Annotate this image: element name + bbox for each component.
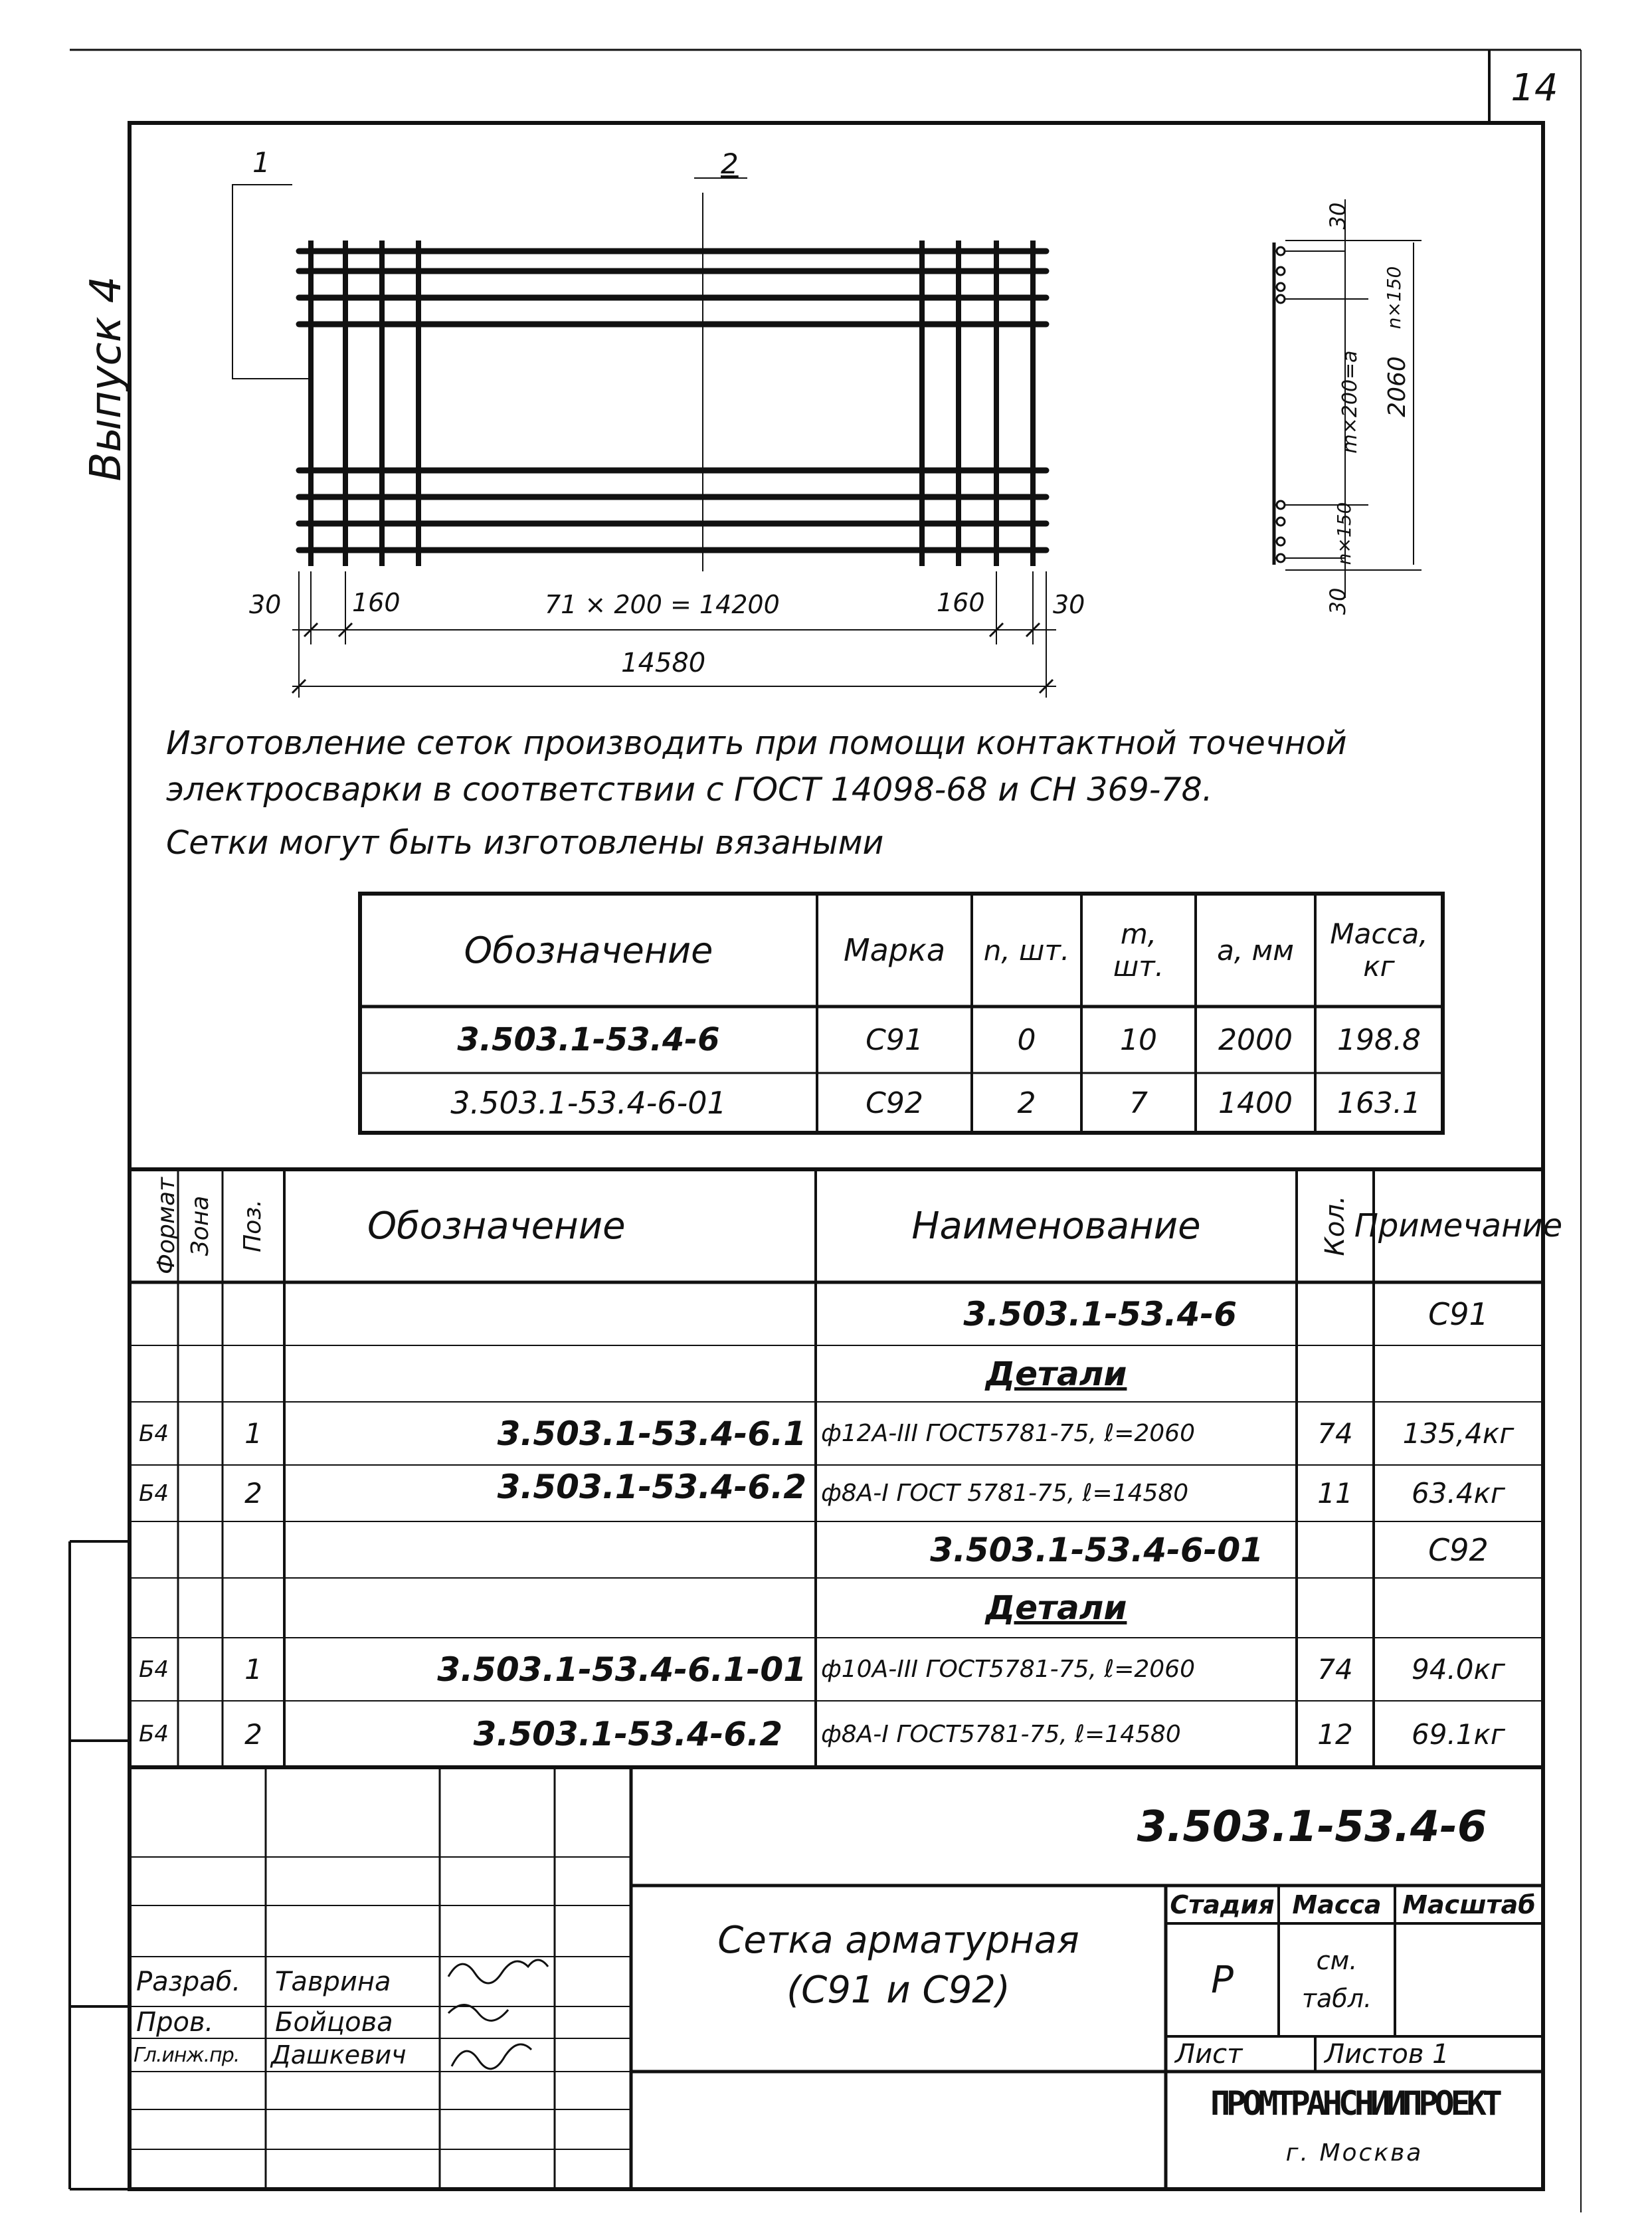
spec-row-3-note: 63.4кг bbox=[1412, 1477, 1505, 1509]
document-code: 3.503.1-53.4-6 bbox=[1137, 1802, 1487, 1852]
params-row-0-a: 2000 bbox=[1218, 1022, 1293, 1057]
params-header-designation: Обозначение bbox=[464, 929, 713, 971]
spec-row-1-name: Детали bbox=[985, 1354, 1127, 1393]
spec-row-3-designation: 3.503.1-53.4-6.2 bbox=[497, 1467, 806, 1506]
spec-row-7-name: ф8А-I ГОСТ5781-75, ℓ=14580 bbox=[821, 1720, 1181, 1748]
org-name: ПРОМТРАНСНИИПРОЕКТ bbox=[1210, 2084, 1499, 2123]
spec-row-3-qty: 11 bbox=[1317, 1477, 1353, 1509]
spec-row-2-pos: 1 bbox=[244, 1417, 262, 1450]
params-row-1-designation: 3.503.1-53.4-6-01 bbox=[450, 1085, 727, 1121]
spec-row-4-name: 3.503.1-53.4-6-01 bbox=[930, 1530, 1263, 1569]
callout-1: 1 bbox=[252, 146, 270, 179]
side-dim-top-30: 30 bbox=[1325, 202, 1350, 230]
spec-row-6-note: 94.0кг bbox=[1412, 1653, 1505, 1686]
spec-row-6-name: ф10А-III ГОСТ5781-75, ℓ=2060 bbox=[821, 1656, 1195, 1683]
note-line-1: Изготовление сеток производить при помощи контактной точечной bbox=[166, 724, 1347, 762]
params-row-0-m: 10 bbox=[1120, 1022, 1157, 1057]
side-dim-bottom-30: 30 bbox=[1325, 587, 1350, 615]
spec-row-5-name: Детали bbox=[985, 1589, 1127, 1627]
spec-row-7-note: 69.1кг bbox=[1412, 1717, 1505, 1751]
dim-middle: 71 × 200 = 14200 bbox=[545, 590, 780, 619]
spec-row-7-designation: 3.503.1-53.4-6.2 bbox=[473, 1715, 782, 1753]
signer-name-1: Бойцова bbox=[275, 2007, 393, 2038]
spec-header-designation: Обозначение bbox=[367, 1204, 626, 1248]
params-row-0-mass: 198.8 bbox=[1337, 1022, 1421, 1057]
signer-role-2: Гл.инж.пр. bbox=[134, 2043, 240, 2067]
scale-label: Масштаб bbox=[1402, 1890, 1536, 1919]
params-row-1-a: 1400 bbox=[1218, 1086, 1293, 1120]
dim-left-160: 160 bbox=[352, 588, 401, 617]
title-line-1: Сетка арматурная bbox=[717, 1918, 1079, 1962]
spec-row-3-name: ф8А-I ГОСТ 5781-75, ℓ=14580 bbox=[821, 1480, 1189, 1507]
note-line-2: электросварки в соответствии с ГОСТ 14098-68 и СН 369-78. bbox=[166, 771, 1213, 809]
dim-right-30: 30 bbox=[1053, 590, 1085, 619]
spec-row-0-note: С91 bbox=[1428, 1296, 1489, 1332]
dim-total: 14580 bbox=[621, 648, 706, 678]
spec-row-2-note: 135,4кг bbox=[1402, 1417, 1514, 1450]
spec-row-7-qty: 12 bbox=[1317, 1717, 1353, 1751]
params-header-m: m, шт. bbox=[1113, 918, 1164, 983]
params-row-1-n: 2 bbox=[1017, 1086, 1036, 1120]
params-row-0-designation: 3.503.1-53.4-6 bbox=[457, 1021, 720, 1058]
spec-header-qty: Кол. bbox=[1320, 1195, 1350, 1256]
signer-name-0: Таврина bbox=[275, 1966, 391, 1997]
spec-header-pos: Поз. bbox=[239, 1199, 266, 1252]
params-row-0-n: 0 bbox=[1017, 1022, 1036, 1057]
side-dim-2060: 2060 bbox=[1384, 356, 1411, 417]
spec-row-6-designation: 3.503.1-53.4-6.1-01 bbox=[437, 1650, 806, 1689]
org-city: г. Москва bbox=[1285, 2139, 1423, 2167]
params-row-1-mark: С92 bbox=[866, 1086, 923, 1120]
spec-row-2-format: Б4 bbox=[139, 1420, 169, 1447]
mass-label: Масса bbox=[1292, 1890, 1382, 1919]
signer-name-2: Дашкевич bbox=[271, 2040, 407, 2070]
spec-row-7-pos: 2 bbox=[244, 1717, 262, 1751]
signer-role-0: Разраб. bbox=[136, 1966, 241, 1997]
params-header-a: a, мм bbox=[1217, 933, 1294, 967]
side-dim-n150-bottom: n×150 bbox=[1333, 502, 1355, 565]
side-dim-m200: m×200=a bbox=[1338, 350, 1362, 454]
spec-row-6-qty: 74 bbox=[1317, 1653, 1353, 1686]
spec-header-note: Примечание bbox=[1354, 1207, 1563, 1244]
note-line-3: Сетки могут быть изготовлены вязаными bbox=[166, 824, 884, 862]
spec-row-7-format: Б4 bbox=[139, 1721, 169, 1747]
stage-label: Стадия bbox=[1170, 1890, 1275, 1919]
params-header-mark: Марка bbox=[843, 932, 946, 968]
title-line-2: (С91 и С92) bbox=[786, 1968, 1010, 2012]
spec-row-3-pos: 2 bbox=[244, 1477, 262, 1509]
dim-right-160: 160 bbox=[937, 588, 985, 617]
spec-row-2-name: ф12А-III ГОСТ5781-75, ℓ=2060 bbox=[821, 1420, 1195, 1447]
spec-row-6-format: Б4 bbox=[139, 1656, 169, 1683]
spec-row-0-name: 3.503.1-53.4-6 bbox=[963, 1294, 1237, 1333]
params-header-n: n, шт. bbox=[983, 933, 1070, 967]
side-dim-n150-top: n×150 bbox=[1383, 266, 1405, 330]
spec-row-4-note: С92 bbox=[1428, 1531, 1489, 1568]
spec-header-format: Формат bbox=[153, 1177, 180, 1275]
spec-header-name: Наименование bbox=[911, 1204, 1201, 1248]
spec-row-2-qty: 74 bbox=[1317, 1417, 1353, 1450]
spec-row-2-designation: 3.503.1-53.4-6.1 bbox=[497, 1414, 806, 1453]
spec-row-6-pos: 1 bbox=[244, 1653, 262, 1686]
spec-row-3-format: Б4 bbox=[139, 1480, 169, 1507]
spec-header-zone: Зона bbox=[187, 1195, 214, 1256]
page-number: 14 bbox=[1511, 66, 1558, 110]
params-header-mass: Масса, кг bbox=[1330, 918, 1428, 983]
params-row-1-mass: 163.1 bbox=[1337, 1086, 1421, 1120]
signer-role-1: Пров. bbox=[136, 2007, 214, 2038]
sheet-label: Лист bbox=[1175, 2038, 1243, 2070]
dim-left-30: 30 bbox=[249, 590, 282, 619]
sheets-label: Листов 1 bbox=[1325, 2038, 1449, 2070]
params-row-0-mark: С91 bbox=[866, 1022, 923, 1057]
release-label: Выпуск 4 bbox=[82, 276, 131, 482]
stage-value: Р bbox=[1211, 1958, 1234, 2002]
params-row-1-m: 7 bbox=[1129, 1086, 1148, 1120]
mass-value: см. табл. bbox=[1301, 1946, 1372, 2013]
callout-2: 2 bbox=[721, 147, 739, 180]
